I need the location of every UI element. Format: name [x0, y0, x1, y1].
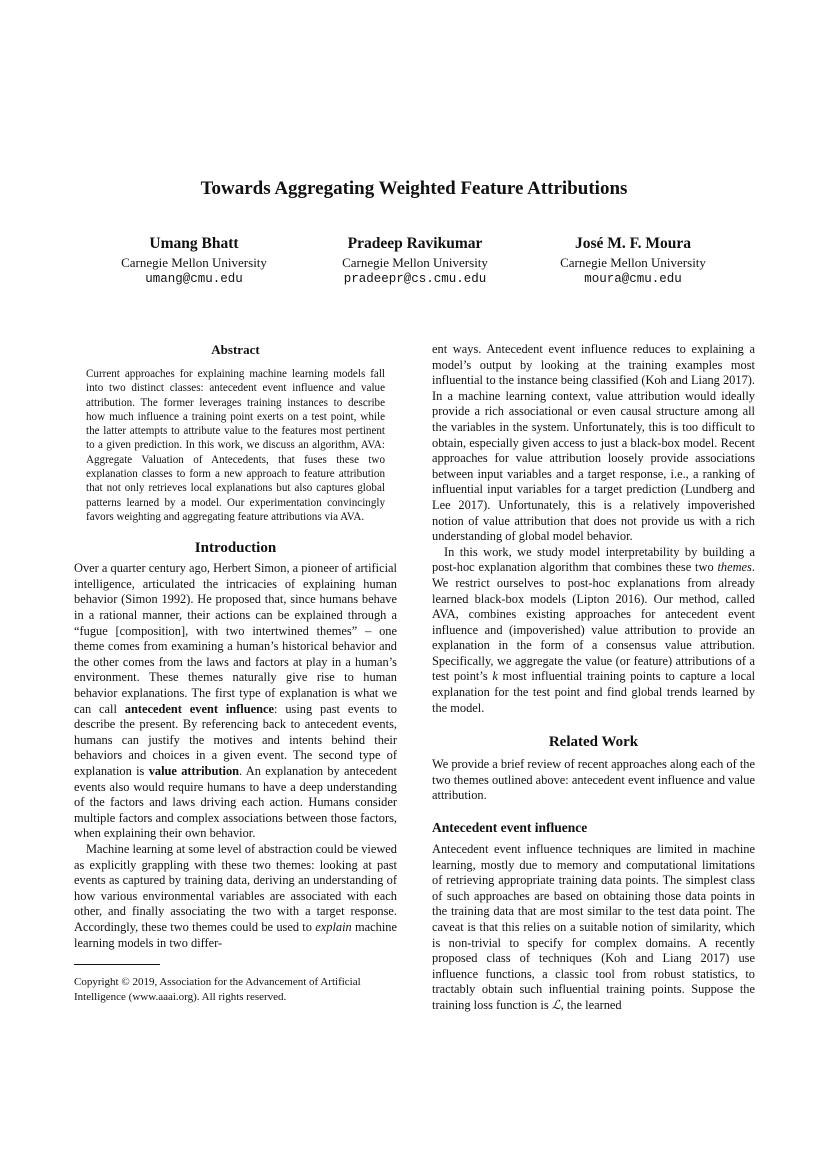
right-column [432, 342, 755, 1014]
math-symbol: ℒ [551, 997, 561, 1012]
related-work-paragraph-2 [432, 842, 755, 1014]
text-span: machine learning models in two differ- [74, 919, 397, 950]
author-block [523, 234, 743, 288]
text-span: : using past events to describe the present. By referencing back to antecedent events, humans can justify the motives and intents behind their behaviors and choices in a given event. The second type of explanation is [74, 701, 397, 778]
copyright-text: Copyright © 2019, Association for the Advancement of Artificial Intelligence (www.aaai.org). All rights reserved. [74, 976, 361, 1003]
copyright-notice [74, 965, 397, 1005]
text-span: . We restrict ourselves to post-hoc explanations from already learned black-box models (Lipton 2016). Our method, called AVA, combines existing approaches for antecedent event influence and (impoverished) value attribution to provide an explanation in the form of a consensus value attribution. Specifically, we aggregate the value (or feature) attributions of a test point’s [432, 560, 755, 684]
text-span: Over a quarter century ago, Herbert Simon, a pioneer of artificial intelligence, articulated the intricacies of explaining human behavior (Simon 1992). He proposed that, since humans behave in a rational manner, their actions can be explained through a “fugue [composition], with two intertwined themes” – one theme comes from examining a human’s historical behavior and the other comes from the laws and factors at play in a human’s environment. These themes naturally give rise to human behavior explanations. The first type of explanation is what we can call [74, 561, 397, 716]
author-affiliation: Carnegie Mellon University [121, 255, 267, 270]
intro-paragraph-3 [432, 545, 755, 717]
emphasis-term: value attribution [148, 763, 240, 778]
intro-paragraph-2-continued: ent ways. Antecedent event influence reduces to explaining a model’s output by looking at the training examples most influential to the instance being classified (Koh and Liang 2017). In a machine learning context, value attribution would ideally provide a rich associational or even causal structure among all the variables in the system. Unfortunately, this is too difficult to obtain, especially given access to just a black-box model. Recent approaches for value attribution loosely provide associations between input variables and a target response, i.e., a ranking of influential input variables for a target prediction (Lundberg and Lee 2017). Unfortunately, this is a relatively impoverished notion of value attribution that does not provide us with a rich understanding of global model behavior. [432, 342, 755, 544]
author-affiliation: Carnegie Mellon University [560, 255, 706, 270]
paper-title: Towards Aggregating Weighted Feature Attributions [200, 178, 628, 199]
emphasis-word: themes [717, 560, 752, 575]
footnote-rule [74, 964, 160, 965]
math-variable: k [492, 669, 498, 684]
abstract-text: Current approaches for explaining machine learning models fall into two distinct classes: antecedent event influence and value attribution. The former leverages training instances to describe how much influence a training point exerts on a test point, while the latter attempts to attribute value to the features most pertinent to a given prediction. In this work, we discuss an algorithm, AVA: Aggregate Valuation of Antecedents, that fuses these two explanation classes to form a new approach to feature attribution that not only retrieves local explanations but also captures global patterns learned by a model. Our experimentation convincingly favors weighting and aggregating feature attributions via AVA. [86, 368, 385, 523]
emphasis-word: explain [315, 919, 352, 934]
text-span: In this work, we study model interpretability by building a post-hoc explanation algorithm that combines these two [432, 544, 755, 575]
text-span: Machine learning at some level of abstraction could be viewed as explicitly grappling with these two themes: looking at past events as captured by training data, deriving an understanding of how various environmental variables are associated with each other, and finally associating the two with a target response. Accordingly, these two themes could be used to [74, 841, 397, 934]
emphasis-term: antecedent event influence [124, 701, 275, 716]
author-name: José M. F. Moura [574, 235, 692, 252]
author-affiliation: Carnegie Mellon University [342, 255, 488, 270]
abstract-heading: Abstract [211, 342, 260, 357]
author-name: Umang Bhatt [149, 235, 239, 252]
author-email: moura@cmu.edu [584, 272, 682, 286]
text-span: Antecedent event influence techniques are limited in machine learning, mostly due to memory and computational limitations of retrieving appropriate training data points. The simplest class of such approaches are based on obtaining those data points in the training data that are most similar to the test data point. The caveat is that this relies on a suitable notion of similarity, which is non-trivial to specify for complex domains. A recently proposed class of techniques (Koh and Liang 2017) use influence functions, a classic tool from robust statistics, to tractably obtain such influential training points. Suppose the training loss function is [432, 842, 755, 1012]
related-work-heading: Related Work [548, 734, 639, 751]
author-name: Pradeep Ravikumar [347, 235, 483, 252]
text-span: , the learned [560, 997, 622, 1012]
author-email: pradeepr@cs.cmu.edu [343, 272, 487, 286]
introduction-heading: Introduction [194, 540, 277, 557]
related-work-paragraph-1: We provide a brief review of recent approaches along each of the two themes outlined above: antecedent event influence and value attribution. [432, 757, 755, 803]
author-block [84, 234, 304, 288]
intro-paragraph-2 [74, 842, 397, 951]
text-span: . An explanation by antecedent events also would require humans to have a deep understanding of the factors and laws driving each action. Humans consider multiple factors and complex associations between those factors, when explaining their own behavior. [74, 763, 397, 841]
antecedent-heading: Antecedent event influence [432, 820, 588, 836]
text-span: most influential training points to capture a local explanation for the test point and find global trends learned by the model. [432, 669, 756, 715]
intro-paragraph-1 [74, 561, 397, 842]
author-block [305, 234, 525, 288]
author-email: umang@cmu.edu [145, 272, 243, 286]
left-column [74, 342, 397, 951]
